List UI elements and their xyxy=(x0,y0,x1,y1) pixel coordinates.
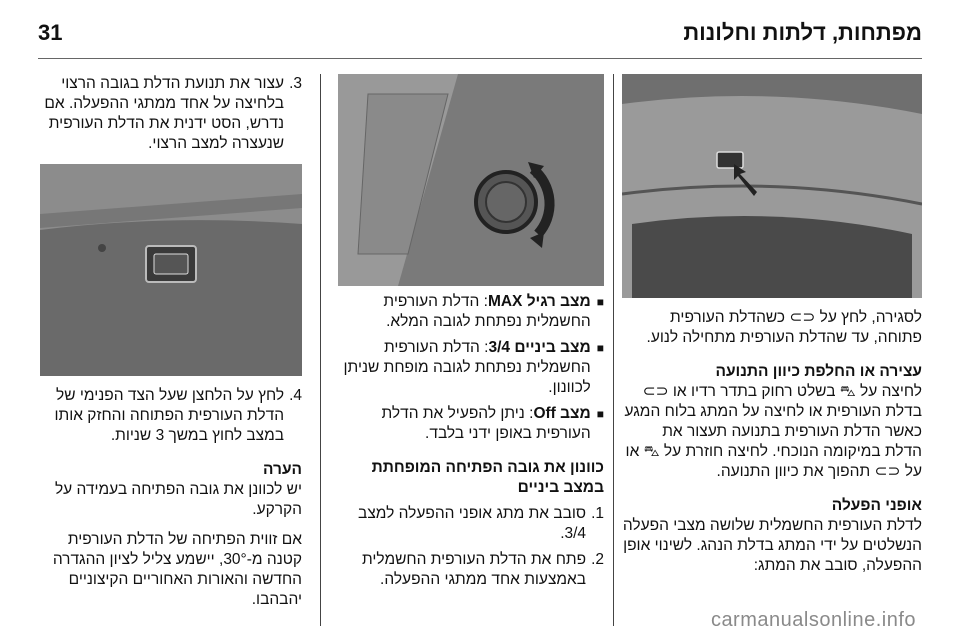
tailgate-switch-photo xyxy=(622,74,922,298)
left-column xyxy=(40,74,302,628)
mode-dial-photo xyxy=(338,74,604,286)
step-item: 2. פתח את הדלת העורפית החשמלית באמצעות אחד ממתגי ההפעלה. xyxy=(361,551,604,588)
note-heading: הערה xyxy=(263,461,302,478)
stop-reverse-heading: עצירה או החלפת כיוון התנועה xyxy=(715,363,922,380)
adjust-height-heading: כוונון את גובה הפתיחה המופחתת במצב ביניים xyxy=(371,459,604,496)
chapter-title: מפתחות, דלתות וחלונות xyxy=(683,20,922,45)
page-header xyxy=(38,14,922,52)
mode-dial-illustration xyxy=(338,74,604,286)
bullet-square-icon: ■ xyxy=(596,341,604,355)
column-divider xyxy=(613,74,614,626)
page-number: 31 xyxy=(38,20,63,45)
interior-button-photo xyxy=(40,164,302,376)
step-item: 3. עצור את תנועת הדלת בגובה הרצוי בלחיצה על אחד ממתגי ההפעלה. אם נדרש, הסט ידנית את הדלת העורפית שנעצרה למצב הרצוי. xyxy=(44,75,302,152)
mode-bullet-off: ■ מצב Off: ניתן להפעיל את הדלת העורפית באופן ידני בלבד. xyxy=(381,405,604,442)
note-text-secondary: אם זווית הפתיחה של הדלת העורפית קטנה מ-30°, יישמע צליל לציון ההגדרה החדשה והאורות האחוריים הקיצוניים יהבהבו. xyxy=(52,531,302,608)
operating-modes-text: לדלת העורפית החשמלית שלושה מצבי הפעלה הנשלטים על ידי המתג בדלת הנהג. לשינוי אופן ההפעלה, סובב את המתג: xyxy=(622,517,922,574)
step-item: 1. סובב את מתג אופני ההפעלה למצב 3/4. xyxy=(358,505,604,542)
close-instruction: לסגירה, לחץ על ⊂⊃ כשהדלת העורפית פתוחה, עד שהדלת העורפית מתחילה לנוע. xyxy=(646,309,922,346)
header-divider xyxy=(38,58,922,59)
interior-button-illustration xyxy=(40,164,302,376)
bullet-square-icon: ■ xyxy=(596,407,604,421)
mode-bullet-three-quarter: ■ מצב ביניים 3/4: הדלת העורפית החשמלית נפתחת לגובה מופחת שניתן לכוונון. xyxy=(343,339,604,396)
tailgate-switch-illustration xyxy=(622,74,922,298)
watermark: carmanualsonline.info xyxy=(710,609,916,631)
operating-modes-heading: אופני הפעלה xyxy=(831,497,922,514)
stop-reverse-text: לחיצה על ⛍ בשלט רחוק בתדר רדיו או ⊂⊃ בדלת העורפית או לחיצה על המתג בלוח המגע כאשר הדלת העורפית בתנועה תעצור את הדלת במיקומה הנוכחי. לחיצה חוזרת על ⛍ או על ⊂⊃ תהפוך את כיוון התנועה. xyxy=(624,383,922,480)
bullet-square-icon: ■ xyxy=(596,295,604,309)
column-divider xyxy=(320,74,321,626)
mode-bullet-max: ■ מצב רגיל MAX: הדלת העורפית החשמלית נפתחת לגובה המלא. xyxy=(383,293,604,330)
step-item: 4. לחץ על הלחצן שעל הצד הפנימי של הדלת העורפית הפתוחה והחזק אותו במצב לחוץ במשך 3 שניות. xyxy=(54,387,302,444)
right-column xyxy=(622,74,922,628)
note-text: יש לכוונן את גובה הפתיחה בעמידה על הקרקע. xyxy=(54,481,302,518)
middle-column xyxy=(338,74,604,628)
